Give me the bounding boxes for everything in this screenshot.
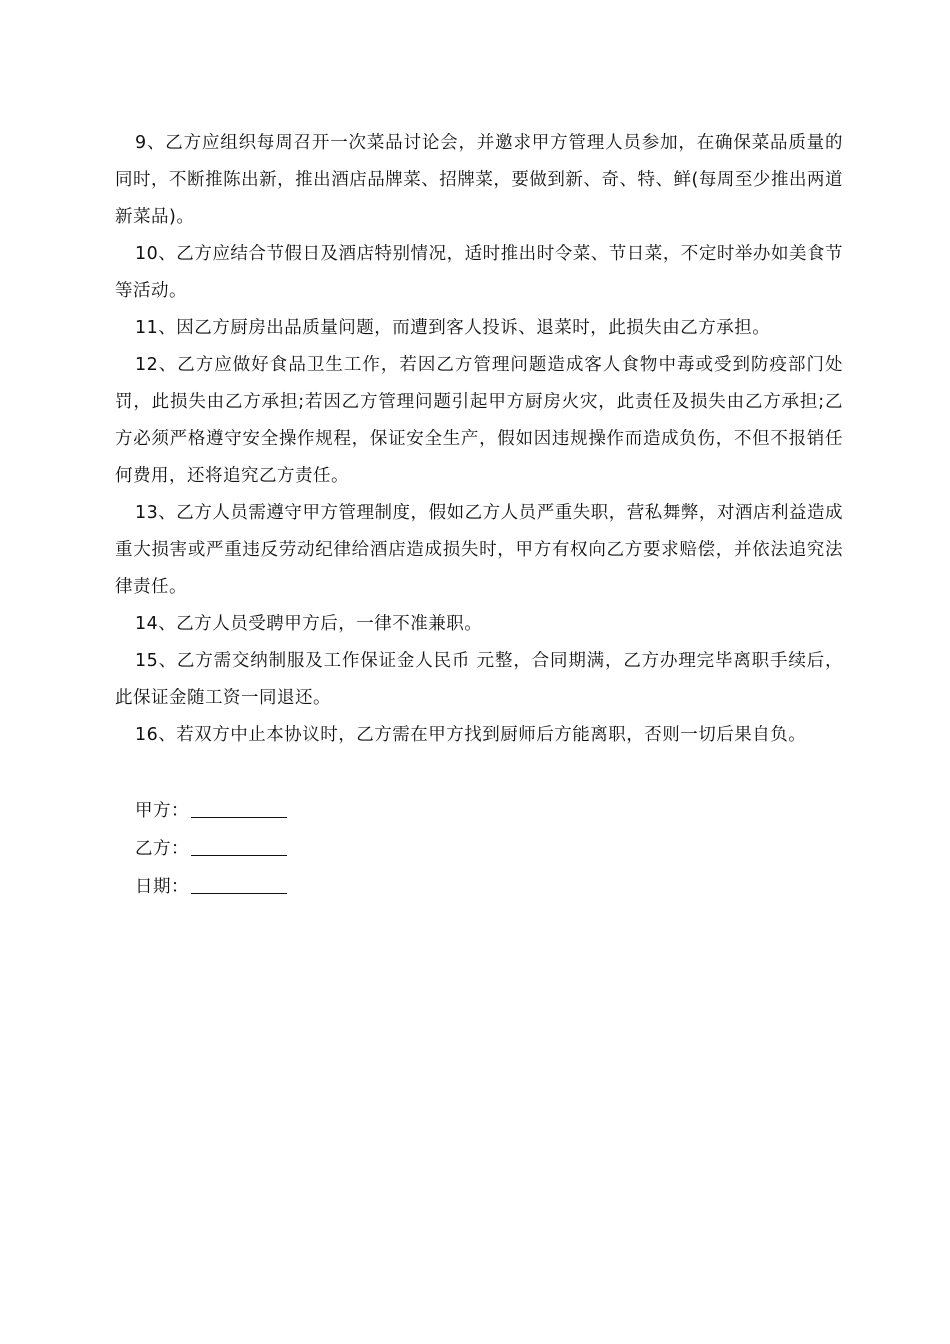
clause-13: 13、乙方人员需遵守甲方管理制度，假如乙方人员严重失职，营私舞弊，对酒店利益造成重大损害或严重违反劳动纪律给酒店造成损失时，甲方有权向乙方要求赔偿，并依法追究法律责任。 (115, 503, 843, 597)
agreement-clauses (115, 125, 843, 754)
date-signature-row (135, 868, 435, 906)
clause-11: 11、因乙方厨房出品质量问题，而遭到客人投诉、退菜时，此损失由乙方承担。 (135, 318, 771, 338)
clause-16: 16、若双方中止本协议时，乙方需在甲方找到厨师后方能离职，否则一切后果自负。 (135, 725, 807, 745)
clause-9: 9、乙方应组织每周召开一次菜品讨论会，并邀求甲方管理人员参加，在确保菜品质量的同时，不断推陈出新，推出酒店品牌菜、招牌菜，要做到新、奇、特、鲜(每周至少推出两道新菜品)。 (115, 133, 843, 227)
clause-10: 10、乙方应结合节假日及酒店特别情况，适时推出时令菜、节日菜，不定时举办如美食节等活动。 (115, 244, 843, 301)
signature-block (135, 792, 435, 906)
clause-12: 12、乙方应做好食品卫生工作，若因乙方管理问题造成客人食物中毒或受到防疫部门处罚，此损失由乙方承担;若因乙方管理问题引起甲方厨房火灾，此责任及损失由乙方承担;乙方必须严格遵守安全操作规程，保证安全生产，假如因违规操作而造成负伤，不但不报销任何费用，还将追究乙方责任。 (115, 355, 843, 486)
party-b-signature-row (135, 830, 435, 868)
date-label: 日期： (135, 877, 189, 897)
clause-14: 14、乙方人员受聘甲方后，一律不准兼职。 (135, 614, 483, 634)
party-b-label: 乙方： (135, 839, 189, 859)
clause-15: 15、乙方需交纳制服及工作保证金人民币 元整，合同期满，乙方办理完毕离职手续后，此保证金随工资一同退还。 (115, 651, 843, 708)
party-a-signature-row (135, 792, 435, 830)
party-b-signature-line[interactable] (191, 835, 287, 856)
party-a-label: 甲方： (135, 801, 189, 821)
party-a-signature-line[interactable] (191, 797, 287, 818)
date-line[interactable] (191, 873, 287, 894)
